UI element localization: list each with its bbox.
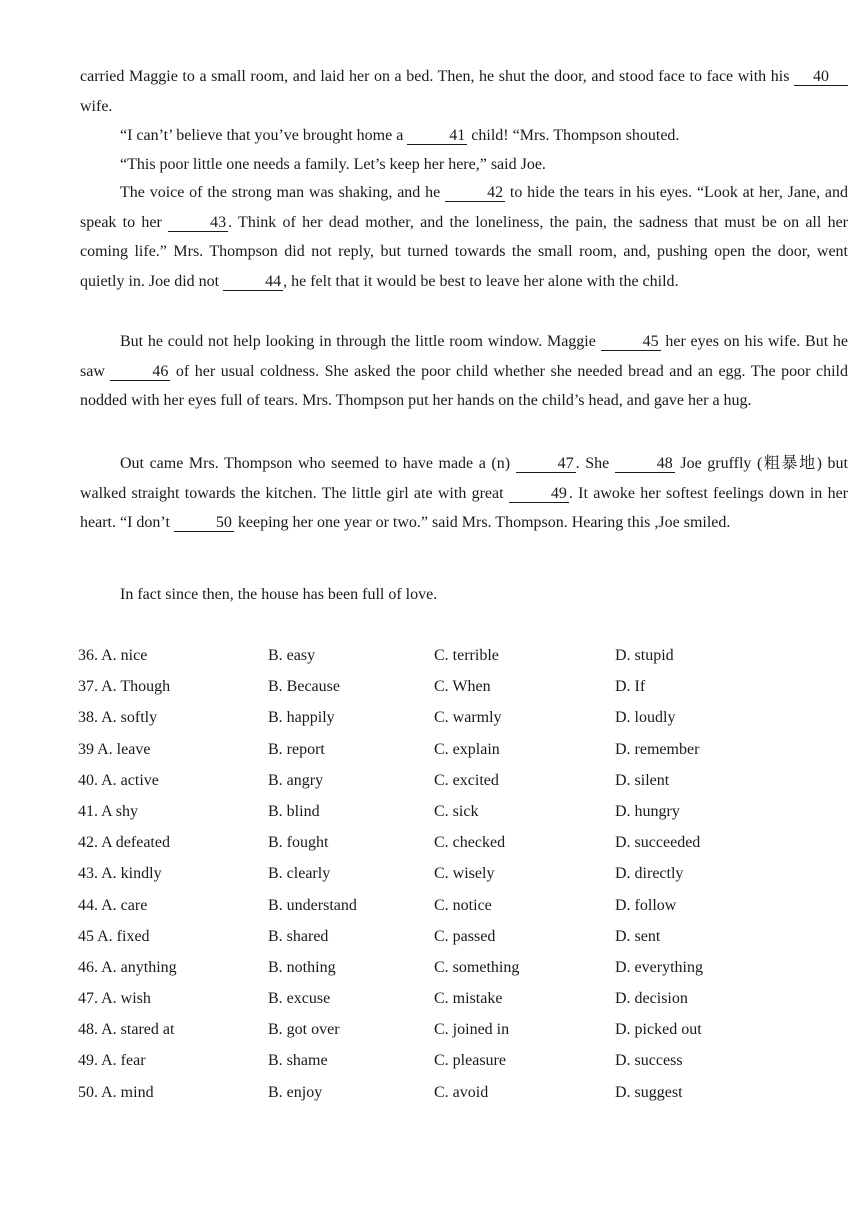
blank-46: 46 — [110, 363, 170, 381]
option-d: D. decision — [615, 990, 688, 1008]
option-a: 47. A. wish — [78, 990, 151, 1008]
blank-42: 42 — [445, 184, 505, 202]
passage-text: In fact since then, the house has been full of love. — [120, 586, 438, 603]
option-a: 40. A. active — [78, 771, 159, 789]
passage-paragraph-2 — [80, 121, 848, 151]
option-b: B. got over — [268, 1021, 340, 1039]
passage-text: . It awoke her softest feelings down in her heart. “I don’t — [80, 484, 848, 532]
passage-text: Out came Mrs. Thompson who seemed to have made a (n) — [120, 455, 516, 472]
option-b: B. shared — [268, 927, 329, 945]
passage-paragraph-4 — [80, 178, 848, 296]
passage-text: to hide the tears in his eyes. “Look at her, Jane, and speak to her — [80, 184, 848, 231]
passage-text: wife. — [80, 97, 113, 115]
question-row-38 — [78, 702, 798, 733]
option-a: 41. A shy — [78, 802, 139, 820]
question-row-45 — [78, 921, 798, 952]
option-a: 46. A. anything — [78, 958, 177, 976]
passage-text: Joe gruffly (粗暴地) but walked straight towards the kitchen. The little girl ate with great — [80, 455, 848, 502]
option-a: 45 A. fixed — [78, 927, 150, 945]
option-a: 39 A. leave — [78, 740, 151, 758]
blank-43: 43 — [168, 214, 228, 232]
option-c: C. warmly — [434, 709, 502, 727]
passage-text: The voice of the strong man was shaking, and he — [120, 184, 446, 201]
passage-paragraph-3 — [80, 150, 848, 180]
option-c: C. notice — [434, 896, 492, 914]
passage-text: . Think of her dead mother, and the loneliness, the pain, the sadness that must be on all her coming life.” Mrs. Thompson did not reply, but turned towards the small room, and, pushing open the door, went quietly in. Joe did not — [80, 213, 848, 290]
option-d: D. stupid — [615, 647, 674, 664]
option-c: C. wisely — [434, 865, 495, 883]
question-row-49 — [78, 1045, 798, 1076]
option-b: B. excuse — [268, 990, 331, 1008]
question-row-47 — [78, 983, 798, 1014]
passage-text: of her usual coldness. She asked the poor child whether she needed bread and an egg. The poor child nodded with her eyes full of tears. Mrs. Thompson put her hands on the child’s head, and gave her a hug. — [80, 362, 848, 410]
option-a: 48. A. stared at — [78, 1021, 175, 1039]
option-c: C. avoid — [434, 1083, 489, 1101]
passage-text: keeping her one year or two.” said Mrs. Thompson. Hearing this ,Joe smiled. — [233, 514, 731, 532]
blank-48: 48 — [615, 455, 675, 473]
option-d: D. picked out — [615, 1021, 702, 1039]
blank-44: 44 — [223, 273, 283, 291]
option-b: B. angry — [268, 771, 324, 789]
blank-49: 49 — [509, 485, 569, 503]
option-d: D. loudly — [615, 709, 676, 727]
option-c: C. passed — [434, 927, 496, 945]
question-row-39 — [78, 734, 798, 765]
option-c: C. pleasure — [434, 1052, 506, 1070]
option-b: B. nothing — [268, 958, 336, 976]
option-d: D. suggest — [615, 1083, 683, 1101]
option-c: C. checked — [434, 834, 506, 852]
option-c: C. joined in — [434, 1021, 510, 1039]
option-c: C. explain — [434, 740, 500, 758]
option-c: C. excited — [434, 771, 499, 789]
option-b: B. report — [268, 740, 325, 758]
option-b: B. clearly — [268, 865, 331, 883]
option-a: 36. A. nice — [78, 647, 148, 664]
option-c: C. sick — [434, 802, 479, 820]
option-c: C. mistake — [434, 990, 503, 1008]
passage-text: her eyes on his wife. But he saw — [80, 333, 849, 380]
passage-text: But he could not help looking in through the little room window. Maggie — [120, 333, 601, 350]
option-c: C. something — [434, 958, 520, 976]
question-row-43 — [78, 858, 798, 889]
answer-options — [78, 640, 798, 1108]
option-a: 43. A. kindly — [78, 865, 162, 883]
blank-50: 50 — [174, 514, 234, 532]
question-row-44 — [78, 890, 798, 921]
passage-text: “This poor little one needs a family. Let’s keep her here,” said Joe. — [120, 156, 546, 173]
question-row-40 — [78, 765, 798, 796]
passage-paragraph-6 — [80, 449, 848, 538]
question-row-37 — [78, 671, 798, 702]
blank-40: 40 — [794, 68, 848, 86]
question-row-42 — [78, 827, 798, 858]
passage-paragraph-7 — [80, 580, 848, 610]
option-b: B. happily — [268, 709, 335, 727]
option-d: D. If — [615, 678, 646, 696]
option-d: D. succeeded — [615, 834, 701, 852]
passage-text: , he felt that it would be best to leave her alone with the child. — [283, 272, 679, 290]
option-a: 44. A. care — [78, 896, 148, 914]
question-row-46 — [78, 952, 798, 983]
question-row-41 — [78, 796, 798, 827]
option-d: D. hungry — [615, 802, 680, 820]
option-a: 38. A. softly — [78, 709, 158, 727]
passage-paragraph-1 — [80, 62, 848, 121]
option-b: B. blind — [268, 802, 320, 820]
option-c: C. terrible — [434, 647, 499, 664]
question-row-50 — [78, 1077, 798, 1108]
option-a: 37. A. Though — [78, 678, 171, 696]
passage-paragraph-5 — [80, 327, 848, 416]
option-c: C. When — [434, 678, 491, 696]
option-a: 42. A defeated — [78, 834, 170, 852]
option-d: D. follow — [615, 896, 677, 914]
question-row-36 — [78, 640, 798, 671]
passage-text: carried Maggie to a small room, and laid her on a bed. Then, he shut the door, and stood face to face with his — [80, 68, 794, 85]
option-d: D. everything — [615, 958, 703, 976]
option-b: B. Because — [268, 678, 340, 696]
option-d: D. silent — [615, 771, 670, 789]
option-b: B. shame — [268, 1052, 328, 1070]
option-b: B. enjoy — [268, 1083, 323, 1101]
passage-text: child! “Mrs. Thompson shouted. — [467, 127, 680, 144]
option-d: D. remember — [615, 740, 700, 758]
blank-41: 41 — [407, 127, 467, 145]
question-row-48 — [78, 1014, 798, 1045]
option-b: B. easy — [268, 647, 316, 664]
option-d: D. success — [615, 1052, 683, 1070]
option-d: D. sent — [615, 927, 661, 945]
option-a: 49. A. fear — [78, 1052, 146, 1070]
option-b: B. understand — [268, 896, 357, 914]
option-d: D. directly — [615, 865, 684, 883]
passage-text: . She — [575, 455, 615, 472]
passage-text: “I can’t’ believe that you’ve brought home a — [120, 127, 408, 144]
option-a: 50. A. mind — [78, 1083, 154, 1101]
blank-45: 45 — [601, 333, 661, 351]
option-b: B. fought — [268, 834, 329, 852]
blank-47: 47 — [516, 455, 576, 473]
